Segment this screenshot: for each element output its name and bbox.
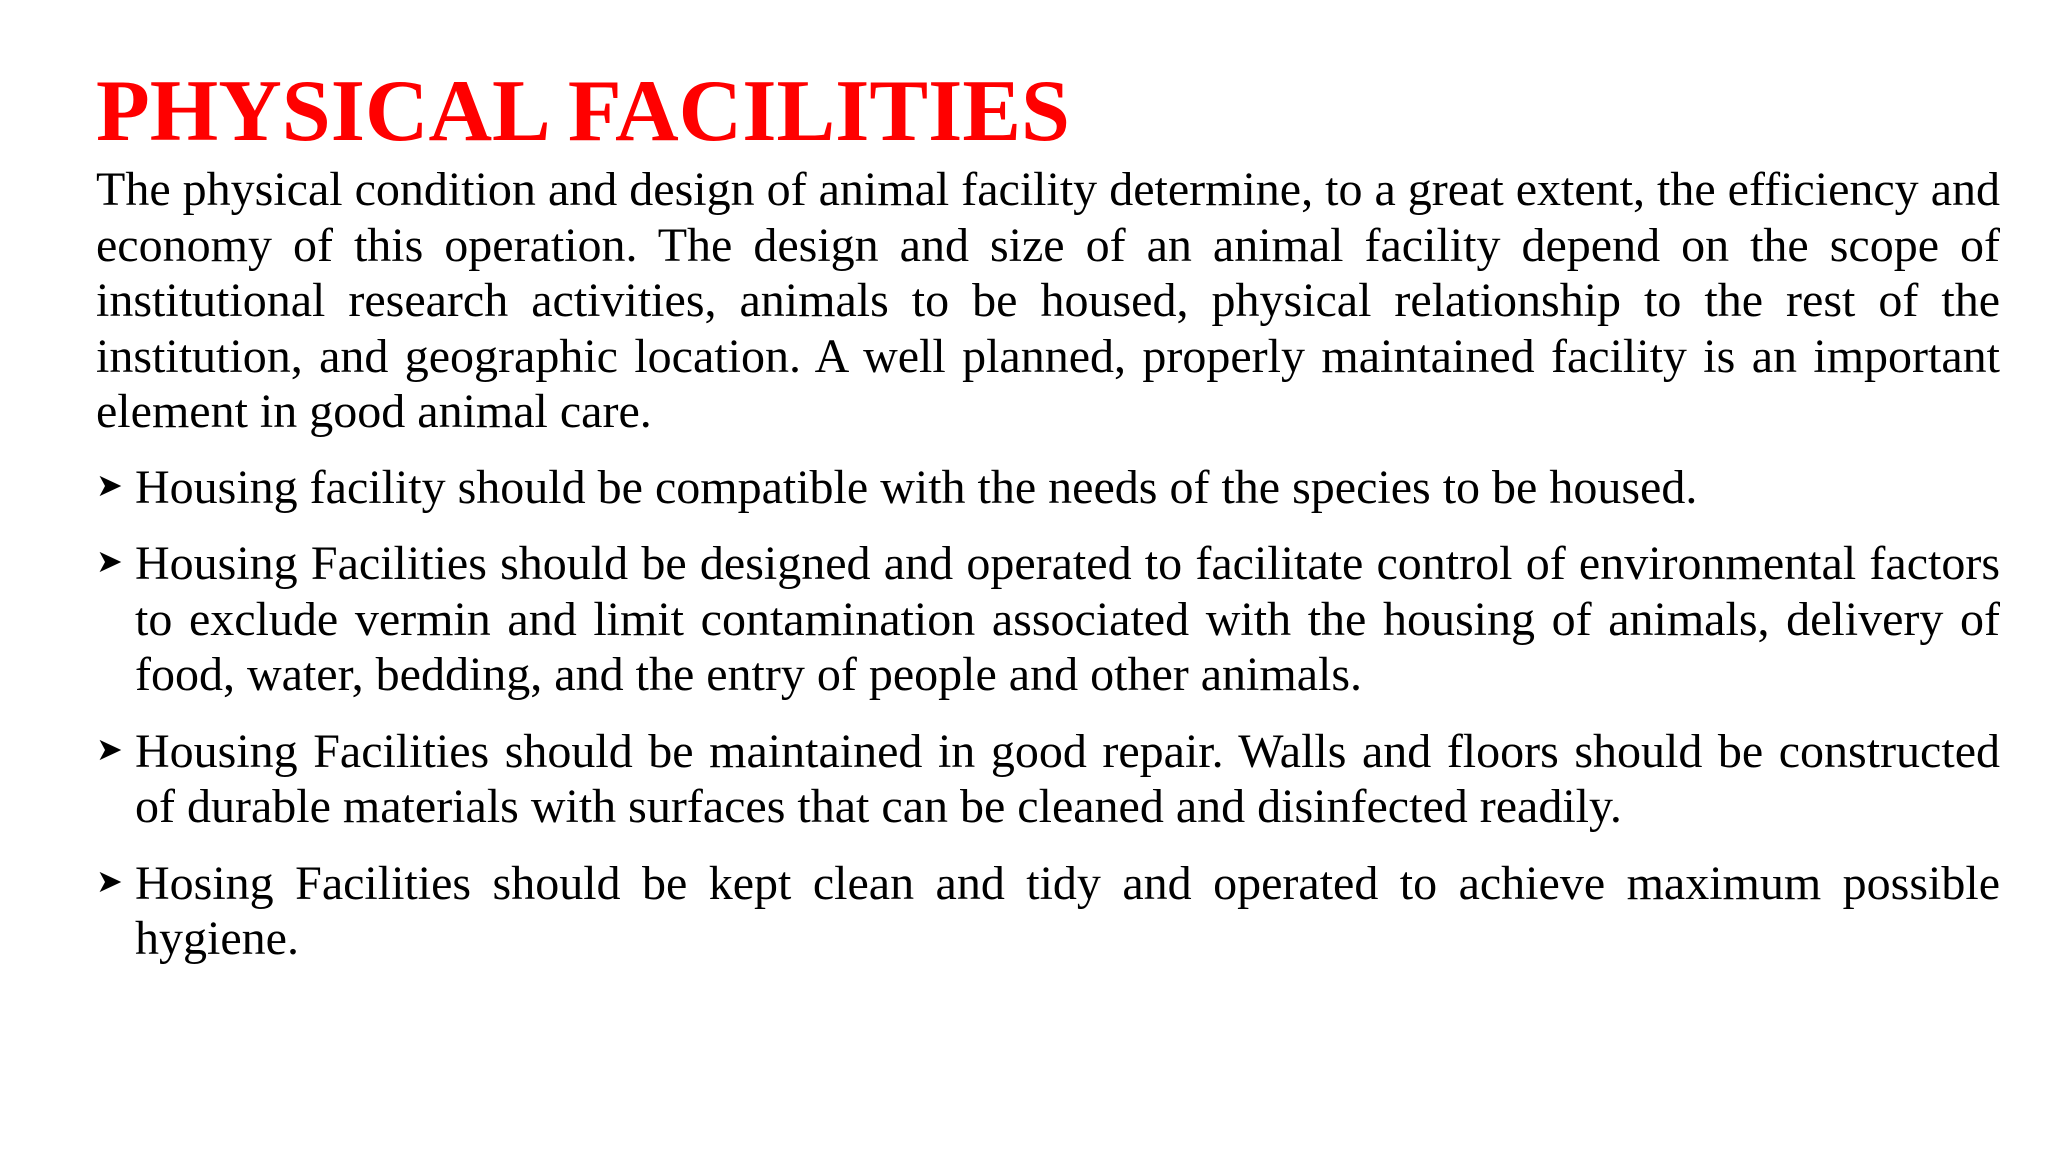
bullet-text: Housing Facilities should be maintained in good repair. Walls and floors should be constructed of durable materials with surfaces that can be cleaned and disinfected readily. [135, 724, 2000, 833]
bullet-item [96, 536, 2000, 703]
bullet-text: Hosing Facilities should be kept clean and tidy and operated to achieve maximum possible hygiene. [135, 856, 2000, 965]
bullet-item [96, 460, 2000, 516]
intro-paragraph: The physical condition and design of animal facility determine, to a great extent, the efficiency and economy of this operation. The design and size of an animal facility depend on the scope of institutional research activities, animals to be housed, physical relationship to the rest of the institution, and geographic location. A well planned, properly maintained facility is an important element in good animal care. [96, 163, 2000, 438]
slide-body [96, 162, 2000, 967]
arrowhead-bullet-icon: ➤ [96, 465, 123, 504]
bullet-item [96, 724, 2000, 835]
bullet-text: Housing Facilities should be designed and operated to facilitate control of environmental factors to exclude vermin and limit contamination associated with the housing of animals, delivery of food, water, bedding, and the entry of people and other animals. [135, 537, 2000, 701]
slide-title: PHYSICAL FACILITIES [96, 63, 1070, 160]
arrowhead-bullet-icon: ➤ [96, 729, 123, 768]
bullet-text: Housing facility should be compatible with the needs of the species to be housed. [135, 460, 1698, 514]
arrowhead-bullet-icon: ➤ [96, 542, 123, 580]
bullet-list [96, 460, 2000, 967]
bullet-item [96, 856, 2000, 967]
arrowhead-bullet-icon: ➤ [96, 861, 123, 900]
